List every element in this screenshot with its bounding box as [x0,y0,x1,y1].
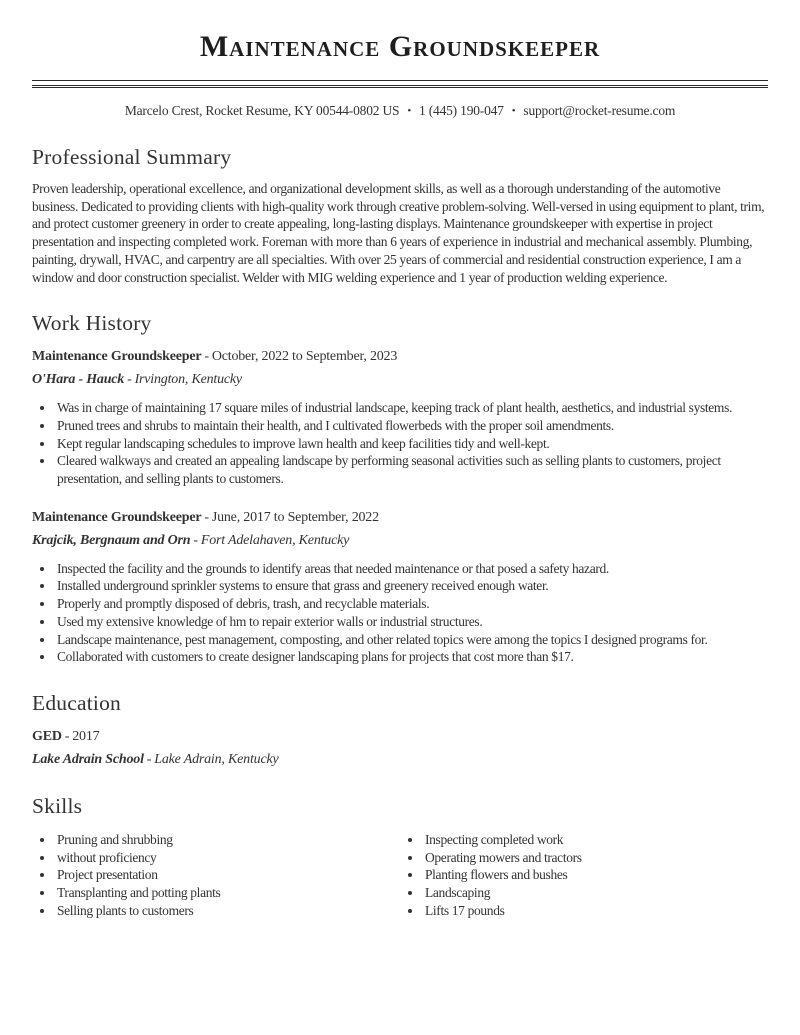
skills-heading: Skills [32,793,83,818]
professional-summary-heading: Professional Summary [32,145,232,169]
job-company: Krajcik, Bergnaum and Orn [32,532,191,548]
skills-columns [32,829,768,920]
contact-separator-dot: • [511,105,516,117]
job-bullet: • Kept regular landscaping schedules to improve lawn health and keep facilities tidy and well-kept. [55,435,768,453]
job-dates: October, 2022 to September, 2023 [211,349,398,365]
job-bullet: • Landscape maintenance, pest management, composting, and other related topics were among the topics I designed programs for. [55,631,768,649]
skill-item: • Lifts 17 pounds [423,902,768,920]
job-entry [32,348,768,488]
job-bullet: • Used my extensive knowledge of hm to repair exterior walls or industrial structures. [55,613,768,631]
dash-separator: - [127,372,132,388]
job-dates: June, 2017 to September, 2022 [211,509,379,525]
job-location: Irvington, Kentucky [134,372,242,388]
education-year: 2017 [72,728,100,744]
job-bullet: • Pruned trees and shrubs to maintain their health, and I cultivated flowerbeds with the proper soil amendments. [55,417,768,435]
skills-list-right [400,831,768,920]
job-bullet: • Collaborated with customers to create designer landscaping plans for projects that cost more than $17. [55,648,768,666]
skill-item: • Selling plants to customers [55,902,400,920]
skill-item: • Project presentation [55,866,400,884]
job-company-line [32,532,768,550]
skill-item: • Operating mowers and tractors [423,849,768,867]
education-section [32,691,768,769]
job-bullet: • Installed underground sprinkler systems to ensure that grass and greenery received enough water. [55,577,768,595]
job-title: Maintenance Groundskeeper [32,509,202,525]
job-location: Fort Adelahaven, Kentucky [200,532,350,548]
job-title: Maintenance Groundskeeper [32,349,202,365]
work-history-section [32,311,768,666]
job-bullet: • Inspected the facility and the grounds to identify areas that needed maintenance or that posed a safety hazard. [55,560,768,578]
job-title-line [32,348,768,366]
professional-summary-section [32,145,768,286]
page-title: Maintenance Groundskeeper [199,30,601,63]
job-bullet-list [32,560,768,666]
contact-address: Marcelo Crest, Rocket Resume, KY 00544-0802 US [124,103,400,118]
job-bullet: • Cleared walkways and created an appealing landscape by performing seasonal activities such as selling plants to customers, project presentation, and selling plants to customers. [55,452,768,487]
education-degree-line [32,728,768,746]
job-company-line [32,371,768,389]
work-history-heading: Work History [32,311,152,336]
dash-separator: - [193,532,198,548]
professional-summary-text: Proven leadership, operational excellence, and organizational development skills, as well as a thorough understanding of the automotive business. Dedicated to providing clients with high-quality work through creative problem-solving. Well-versed in using equipment to plant, trim, and protect customer greenery in order to create appealing, long-lasting displays. Maintenance groundskeeper with expertise in project presentation and inspecting completed work. Foreman with more than 6 years of experience in industrial and mechanical assembly. Plumbing, painting, drywall, HVAC, and carpentry are all specialties. With over 25 years of commercial and residential construction experience, I am a window and door construction specialist. Welder with MIG welding experience and 1 year of production welding experience. [32,181,765,285]
skills-section [32,794,768,920]
skills-list-left [32,831,400,920]
skill-item: • without proficiency [55,849,400,867]
dash-separator: - [146,751,152,767]
job-title-line [32,509,768,527]
dash-separator: - [64,728,70,744]
education-school: Lake Adrain School [32,751,144,767]
education-degree: GED [32,728,62,744]
skill-item: • Planting flowers and bushes [423,866,768,884]
contact-email: support@rocket-resume.com [523,103,676,118]
skill-item: • Pruning and shrubbing [55,831,400,849]
job-entry [32,509,768,666]
job-bullet-list [32,399,768,488]
job-bullet: • Properly and promptly disposed of debris, trash, and recyclable materials. [55,595,768,613]
skill-item: • Transplanting and potting plants [55,884,400,902]
job-company: O'Hara - Hauck [32,372,125,388]
contact-separator-dot: • [407,105,411,117]
header-divider-rule [32,80,768,88]
resume-header [32,30,768,120]
education-entry [32,728,768,769]
education-location: Lake Adrain, Kentucky [154,751,279,767]
skill-item: • Landscaping [423,884,768,902]
education-school-line [32,751,768,769]
dash-separator: - [204,349,209,365]
education-heading: Education [32,690,121,715]
job-bullet: • Was in charge of maintaining 17 square miles of industrial landscape, keeping track of plant health, aesthetics, and industrial systems. [55,399,768,417]
contact-phone: 1 (445) 190-047 [419,103,504,118]
skill-item: • Inspecting completed work [423,831,768,849]
contact-line [32,102,768,120]
dash-separator: - [204,509,209,525]
